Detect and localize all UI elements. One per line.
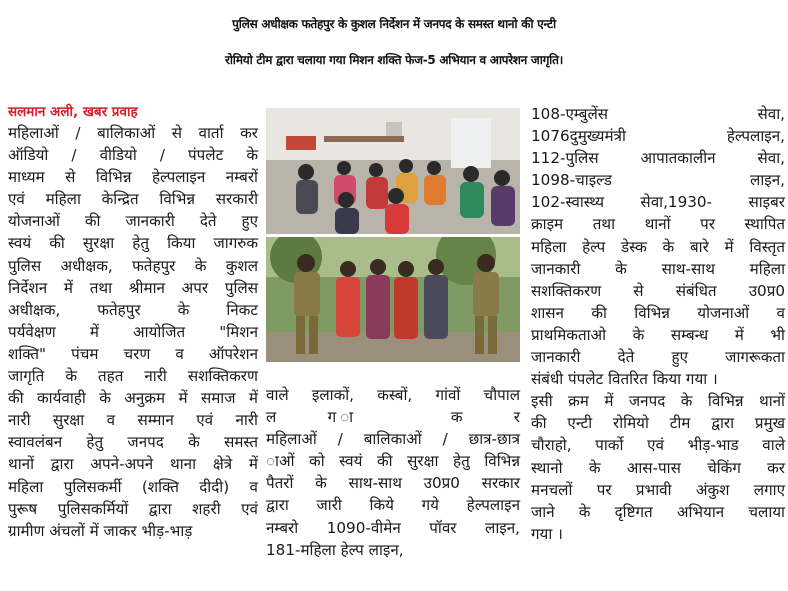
article-line: 108-एम्बुलेंस सेवा, (531, 105, 785, 123)
article-line: ऑडियो / वीडियो / पंपलेट के (8, 146, 258, 165)
article-line: प्राथमिकताओ के सम्बन्ध में भी (531, 325, 785, 344)
article-line: पुलिस अधीक्षक, फतेहपुर के कुशल (8, 256, 258, 275)
article-line: मनचलों पर प्रभावी अंकुश लगाए (531, 480, 785, 499)
article-line: निर्देशन में तथा श्रीमान अपर पुलिस (8, 278, 258, 297)
article-line: की कार्यवाही के अनुक्रम में समाज में (8, 389, 258, 408)
article-line: ाओं को स्वयं की सुरक्षा हेतु विभिन्न (266, 452, 520, 471)
article-line: नम्बरो 1090-वीमेन पॉवर लाइन, (266, 518, 520, 537)
article-line: क्राइम तथा थानों पर स्थापित (531, 215, 785, 234)
article-line: की एन्टी रोमियो टीम द्वारा प्रमुख (531, 414, 785, 433)
article-line: 112-पुलिस आपातकालीन सेवा, (531, 149, 785, 168)
article-column-1 (8, 122, 258, 542)
article-line: महिला पुलिसकर्मी (शक्ति दीदी) व (8, 477, 258, 496)
article-line: 102-स्वास्थ्य सेवा,1930- साइबर (531, 193, 785, 212)
article-line: योजनाओं की जानकारी देते हुए (8, 212, 258, 231)
headline (0, 6, 788, 78)
article-line: अधीक्षक, फतेहपुर के निकट (8, 300, 258, 319)
article-line: संबंधी पंपलेट वितरित किया गया । (531, 370, 718, 389)
article-line: थानों द्वारा अपने-अपने थाना क्षेत्रे में (8, 455, 258, 474)
article-line: स्थानो के आस-पास चेकिंग कर (531, 458, 785, 477)
police-with-women-photo (266, 237, 520, 362)
article-line: महिला हेल्प डेस्क के बारे में विस्तृत (531, 237, 785, 256)
article-column-2 (266, 384, 520, 561)
article-column-3 (531, 103, 785, 545)
article-line: एवं महिला केन्द्रित विभिन्न सरकारी (8, 190, 258, 209)
article-line: जानकारी देते हुए जागरूकता (531, 348, 785, 367)
article-line: माध्यम से विभिन्न हेल्पलाइन नम्बरों (8, 168, 258, 187)
article-line: स्वयं की सुरक्षा हेतु किया जागरुक (8, 234, 258, 253)
headline-line-2: रोमियो टीम द्वारा चलाया गया मिशन शक्ति फेज-5 अभियान व आपरेशन जागृति। (225, 53, 563, 67)
article-line: 1098-चाइल्ड लाइन, (531, 171, 785, 190)
article-line: जाने के दृष्टिगत अभियान चलाया (531, 502, 785, 521)
article-line: शक्ति" पंचम चरण व ऑपरेशन (8, 344, 258, 363)
article-line: वाले इलाकों, कस्बों, गांवों चौपाल (266, 386, 520, 404)
article-line: ल ग ा क र (266, 408, 520, 427)
article-line: महिलाओं / बालिकाओं / छात्र-छात्र (266, 430, 520, 449)
headline-line-1: पुलिस अधीक्षक फतेहपुर के कुशल निर्देशन में जनपद के समस्त थानो की एन्टी (232, 17, 556, 31)
article-line: जागृति के तहत नारी सशक्तिकरण (8, 367, 258, 386)
article-line: स्वावलंबन हेतु जनपद के समस्त (8, 433, 258, 452)
article-line: ग्रामीण अंचलों में जाकर भीड़-भाड़ (8, 521, 193, 540)
article-line: 181-महिला हेल्प लाइन, (266, 540, 404, 559)
article-line: नारी सुरक्षा व सम्मान एवं नारी (8, 411, 258, 430)
article-line: सशक्तिकरण से संबंधित उ0प्र0 (531, 281, 785, 300)
article-line: द्वारा जारी किये गये हेल्पलाइन (266, 496, 520, 515)
article-line: पैतरों के साथ-साथ उ0प्र0 सरकार (266, 474, 520, 493)
article-line: गया । (531, 524, 563, 543)
article-line: 1076दुमुख्यमंत्री हेल्पलाइन, (531, 127, 785, 146)
byline: सलमान अली, खबर प्रवाह (8, 104, 138, 120)
article-line: चौराहो, पार्को एवं भीड़-भाड वाले (531, 436, 785, 455)
meeting-photo (266, 108, 520, 234)
article-line: शासन की विभिन्न योजनाओं व (531, 303, 785, 322)
article-line: जानकारी के साथ-साथ महिला (531, 259, 785, 278)
article-line: पुरूष पुलिसकर्मियों द्वारा शहरी एवं (8, 499, 258, 518)
article-line: महिलाओं / बालिकाओं से वार्ता कर (8, 124, 258, 142)
article-line: पर्यवेक्षण में आयोजित "मिशन (8, 322, 258, 341)
article-line: इसी क्रम में जनपद के विभिन्न थानों (531, 392, 785, 411)
